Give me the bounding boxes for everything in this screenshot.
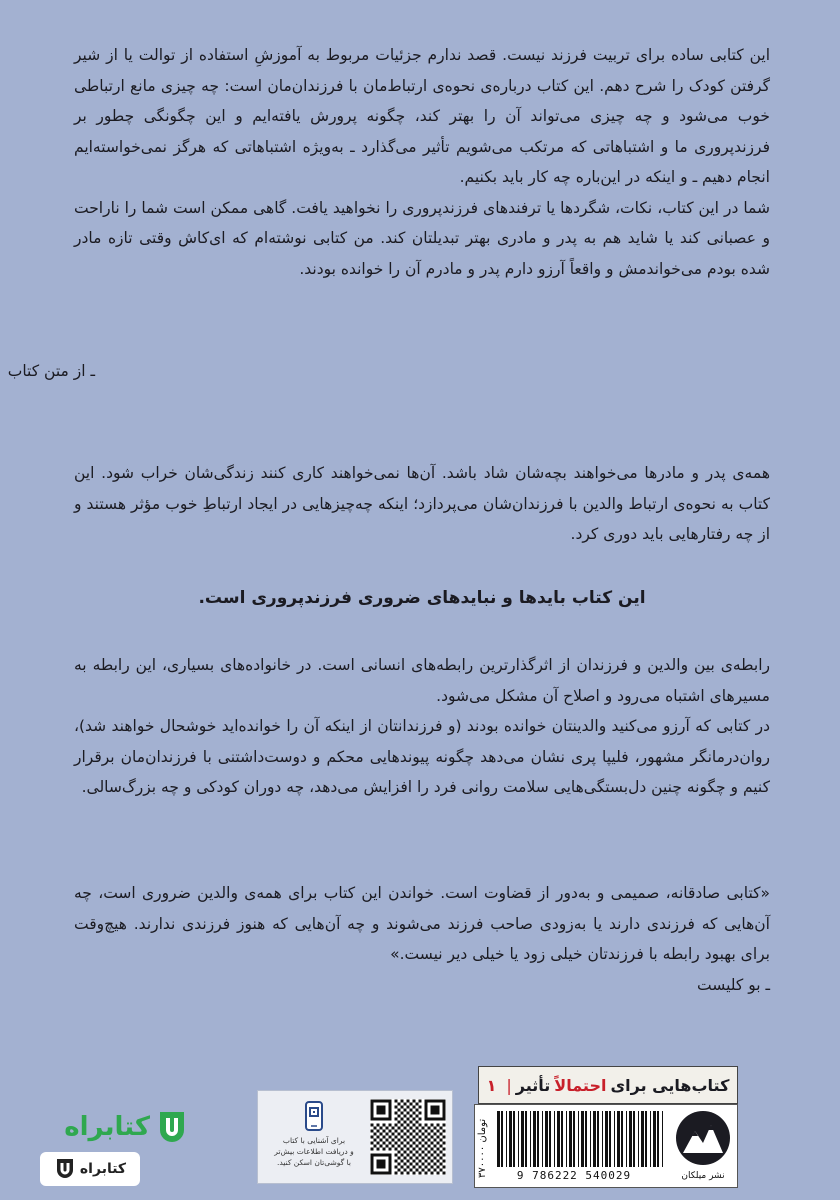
price-label: ۳۷۰۰۰۰ تومان xyxy=(477,1118,488,1178)
phone-scan-icon xyxy=(303,1101,325,1131)
series-suffix: تأثیر xyxy=(515,1075,551,1095)
review-attribution: ـ بو کلیست xyxy=(697,975,770,994)
ketabrah-logo xyxy=(40,1108,190,1188)
barcode-panel xyxy=(474,1104,738,1188)
intro-paragraph-2: شما در این کتاب، نکات، شگردها یا ترفندهای فرزندپروری را نخواهید یافت. گاهی ممکن است شما را ناراحت و عصبانی کند یا شاید هم به پدر و مادری بهتر تبدیلتان کند. من کتابی نوشته‌ام که ای‌کاش وقتی تازه مادر شده بودم می‌خواندمش و واقعاً آرزو دارم پدر و مادرم آن را خوانده بودند. xyxy=(74,198,770,278)
intro-source: ـ از متن کتاب xyxy=(7,362,95,380)
summary-paragraph: همه‌ی پدر و مادرها می‌خواهند بچه‌شان شاد باشد. آن‌ها نمی‌خواهند کاری کنند زندگی‌شان خراب شود. این کتاب به نحوه‌ی ارتباط والدین با فرزندان‌شان می‌پردازد؛ اینکه چه‌چیزهایی در ایجاد ارتباطِ خوب مؤثر هستند و از چه رفتارهایی باید دوری کرد. xyxy=(74,464,770,543)
isbn-barcode xyxy=(495,1111,667,1169)
review-section xyxy=(74,878,770,1000)
ketabrah-mark-icon xyxy=(154,1108,190,1148)
qr-code[interactable] xyxy=(370,1099,446,1175)
mountain-logo-icon xyxy=(675,1109,731,1167)
ketabrah-badge-word: کتابراه xyxy=(79,1161,127,1177)
series-label xyxy=(478,1066,738,1104)
series-separator: | xyxy=(506,1075,512,1095)
series-accent: احتمالاً xyxy=(554,1075,607,1095)
qr-line-1: برای آشنایی با کتاب xyxy=(282,1136,346,1145)
intro-paragraph-1: این کتابی ساده برای تربیت فرزند نیست. قصد ندارم جزئیات مربوط به آموزشِ استفاده از توالت یا از شیر گرفتن کودک را شرح دهم. این کتاب درباره‌ی نحوه‌ی ارتباط‌مان با فرزندان‌مان است: چه چیزی مانع ارتباطی خوب می‌شود و چه چیزی می‌تواند آن را بهتر کند، چگونه پرورش یافته‌ایم و این چگونگی چطور بر فرزندپروری ما و اشتباهاتی که مرتکب می‌شویم تأثیر می‌گذارد ـ به‌ویژه اشتباهاتی که هرگز نمی‌خواسته‌ایم انجام دهیم ـ و اینکه در این‌باره چه کار باید بکنیم. xyxy=(74,46,770,186)
relation-paragraph-2: در کتابی که آرزو می‌کنید والدینتان خوانده بودند (و فرزندانتان از اینکه آن را خوانده‌اید خوشحال خواهند شد)، روان‌درمانگر مشهور، فلیپا پری نشان می‌دهد چگونه پیوندهایی محکم و دوست‌داشتنی با فرزندان‌مان برقرار کنیم و چگونه چنین دل‌بستگی‌هایی سلامت روانی فرد را افزایش می‌دهد، چه دوران کودکی و چه بزرگ‌سالی. xyxy=(74,717,770,796)
ketabrah-badge-mark-icon xyxy=(54,1157,76,1181)
qr-info xyxy=(262,1101,366,1168)
qr-line-2: و دریافت اطلاعات بیش‌تر xyxy=(274,1147,354,1156)
qr-panel xyxy=(257,1090,453,1184)
series-prefix: کتاب‌هایی برای xyxy=(610,1075,730,1095)
isbn-digits: 9 786222 540029 xyxy=(516,1169,632,1182)
relation-paragraph-1: رابطه‌ی بین والدین و فرزندان از اثرگذارترین رابطه‌های انسانی است. در خانواده‌های بسیاری، این رابطه به مسیرهای اشتباه می‌رود و اصلاح آن مشکل می‌شود. xyxy=(74,656,770,705)
summary-section xyxy=(74,458,770,550)
ketabrah-wordmark: کتابراه xyxy=(64,1112,150,1142)
publisher-logo xyxy=(673,1109,733,1183)
intro-section xyxy=(74,40,770,284)
tagline: این کتاب بایدها و نبایدهای ضروری فرزندپروری است. xyxy=(198,588,646,608)
publisher-name: نشر میلکان xyxy=(681,1171,725,1181)
ketabrah-badge xyxy=(40,1152,140,1186)
qr-line-3: با گوشی‌تان اسکن کنید. xyxy=(276,1158,352,1167)
qr-instructions xyxy=(262,1135,366,1168)
relation-section xyxy=(74,650,770,803)
series-number: ۱ xyxy=(486,1075,497,1095)
review-quote: «کتابی صادقانه، صمیمی و به‌دور از قضاوت است. خواندن این کتاب برای همه‌ی والدین ضروری است، چه آن‌هایی که فرزندی دارند یا به‌زودی صاحب فرزند می‌شوند و چه آن‌هایی که هنوز فرزندی ندارند. هیچ‌وقت برای بهبود رابطه با فرزندتان خیلی زود یا خیلی دیر نیست.» xyxy=(74,884,770,963)
